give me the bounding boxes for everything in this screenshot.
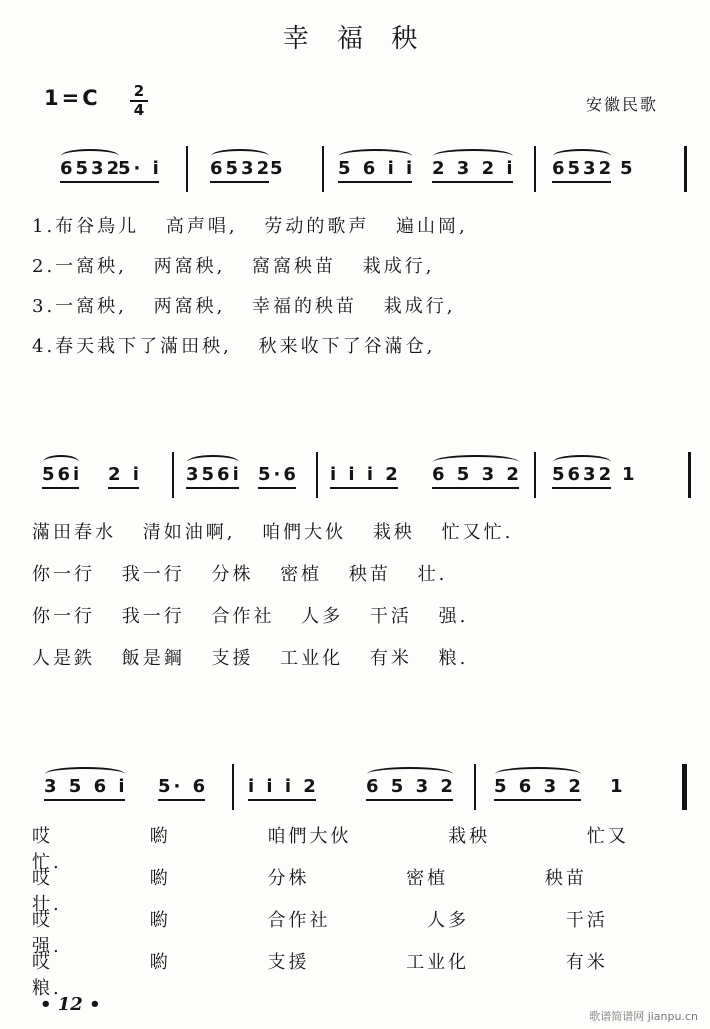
note-group: 3 5 6 i [44,776,128,797]
note-group: 2 3 2 i [432,158,516,179]
score-line-2 [0,452,710,682]
final-barline [682,764,687,810]
lyric-verse-4: 人是鉄 飯是鋼 支援 工业化 有米 粮. [32,648,469,669]
note-group: 6 5 3 2 [366,776,456,797]
time-signature-top: 2 [133,82,145,100]
watermark: 歌谱简谱网 jianpu.cn [589,1010,698,1023]
note-group: i i i 2 [248,776,319,797]
notation-row [0,452,710,496]
page-number: • 12 • [40,994,101,1015]
lyric-verse-2: 2.一窩秧, 两窩秧, 窩窩秧苗 栽成行, [32,256,435,277]
lyric-verse-3: 你一行 我一行 合作社 人多 干活 强. [32,606,469,627]
note-group: 56i [42,464,83,485]
note-group: 5 [620,158,636,179]
lyric-verse-2: 你一行 我一行 分株 密植 秧苗 壮. [32,564,448,585]
note-group: 5632 [552,464,615,485]
barline [474,764,476,810]
barline [322,146,324,192]
note-group: 5· 6 [158,776,209,797]
note-group: 5 6 i i [338,158,416,179]
note-group: 5·6 [258,464,299,485]
score-line-1 [0,146,710,376]
note-group: 5· i [118,158,162,179]
barline [684,146,687,192]
lyric-verse-3: 3.一窩秧, 两窩秧, 幸福的秧苗 栽成行, [32,296,456,317]
song-title: 幸 福 秧 [282,24,428,54]
key-signature: 1=C [44,86,101,110]
barline [534,452,536,498]
note-group: i i i 2 [330,464,401,485]
time-signature-bottom: 4 [133,101,145,119]
lyric-verse-3: 哎 喲 合作社 人多 干活 强. [32,910,608,957]
note-group: 356i [186,464,242,485]
note-group: 6532 [60,158,123,179]
time-signature [130,84,148,118]
lyric-verse-1: 1.布谷鳥儿 高声唱, 劳动的歌声 遍山岡, [32,216,468,237]
barline [316,452,318,498]
note-group: 1 [610,776,626,797]
lyric-verse-1: 哎 喲 咱們大伙 栽秧 忙又 忙. [32,826,629,873]
note-group: 6532 [210,158,273,179]
song-source: 安徽民歌 [585,95,658,114]
barline [232,764,234,810]
lyric-verse-1: 滿田春水 清如油啊, 咱們大伙 栽秧 忙又忙. [32,522,514,543]
lyric-verse-4: 4.春天栽下了滿田秧, 秋来收下了谷滿仓, [32,336,436,357]
barline [534,146,536,192]
score-line-3 [0,764,710,999]
barline [172,452,174,498]
note-group: 5 [270,158,286,179]
lyric-verse-4: 哎 喲 支援 工业化 有米 粮. [32,952,608,999]
notation-row [0,764,710,808]
barline [186,146,188,192]
note-group: 5 6 3 2 [494,776,584,797]
lyric-verse-2: 哎 喲 分株 密植 秧苗 壮. [32,868,587,915]
barline [688,452,691,498]
note-group: 1 [622,464,638,485]
note-group: 2 i [108,464,142,485]
note-group: 6532 [552,158,615,179]
notation-row [0,146,710,190]
note-group: 6 5 3 2 [432,464,522,485]
